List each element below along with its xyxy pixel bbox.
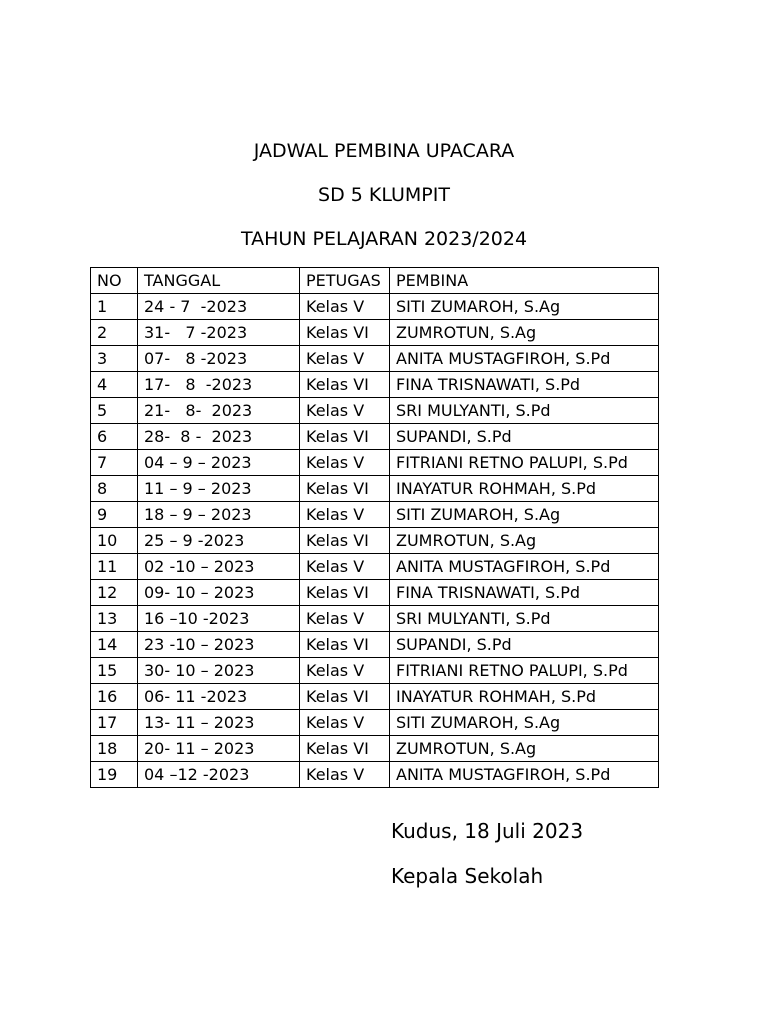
cell-petugas: Kelas V (300, 762, 390, 788)
cell-petugas: Kelas VI (300, 372, 390, 398)
cell-tanggal: 31- 7 -2023 (138, 320, 300, 346)
table-row (91, 684, 659, 710)
cell-tanggal: 16 –10 -2023 (138, 606, 300, 632)
table-row (91, 424, 659, 450)
column-header-tanggal: TANGGAL (138, 268, 300, 294)
cell-pembina: SITI ZUMAROH, S.Ag (390, 502, 659, 528)
table-row (91, 658, 659, 684)
cell-no: 10 (91, 528, 138, 554)
cell-no: 6 (91, 424, 138, 450)
cell-no: 2 (91, 320, 138, 346)
cell-no: 8 (91, 476, 138, 502)
cell-pembina: SITI ZUMAROH, S.Ag (390, 710, 659, 736)
cell-no: 12 (91, 580, 138, 606)
cell-pembina: SRI MULYANTI, S.Pd (390, 606, 659, 632)
cell-petugas: Kelas V (300, 710, 390, 736)
cell-petugas: Kelas VI (300, 424, 390, 450)
column-header-no: NO (91, 268, 138, 294)
cell-pembina: SRI MULYANTI, S.Pd (390, 398, 659, 424)
cell-petugas: Kelas V (300, 502, 390, 528)
cell-no: 13 (91, 606, 138, 632)
cell-tanggal: 24 - 7 -2023 (138, 294, 300, 320)
cell-pembina: ZUMROTUN, S.Ag (390, 528, 659, 554)
cell-tanggal: 17- 8 -2023 (138, 372, 300, 398)
table-row (91, 710, 659, 736)
cell-no: 15 (91, 658, 138, 684)
cell-no: 11 (91, 554, 138, 580)
cell-pembina: FINA TRISNAWATI, S.Pd (390, 580, 659, 606)
cell-pembina: INAYATUR ROHMAH, S.Pd (390, 476, 659, 502)
cell-petugas: Kelas V (300, 606, 390, 632)
cell-pembina: FINA TRISNAWATI, S.Pd (390, 372, 659, 398)
cell-pembina: FITRIANI RETNO PALUPI, S.Pd (390, 450, 659, 476)
cell-petugas: Kelas VI (300, 320, 390, 346)
cell-tanggal: 04 – 9 – 2023 (138, 450, 300, 476)
cell-no: 5 (91, 398, 138, 424)
cell-petugas: Kelas VI (300, 684, 390, 710)
cell-no: 19 (91, 762, 138, 788)
cell-no: 7 (91, 450, 138, 476)
cell-petugas: Kelas V (300, 294, 390, 320)
cell-petugas: Kelas V (300, 398, 390, 424)
cell-tanggal: 21- 8- 2023 (138, 398, 300, 424)
cell-pembina: ZUMROTUN, S.Ag (390, 320, 659, 346)
schedule-table (90, 267, 659, 788)
cell-petugas: Kelas V (300, 346, 390, 372)
cell-petugas: Kelas V (300, 658, 390, 684)
cell-tanggal: 20- 11 – 2023 (138, 736, 300, 762)
cell-petugas: Kelas VI (300, 632, 390, 658)
table-row (91, 398, 659, 424)
cell-petugas: Kelas VI (300, 736, 390, 762)
table-row (91, 736, 659, 762)
cell-pembina: ANITA MUSTAGFIROH, S.Pd (390, 554, 659, 580)
cell-tanggal: 09- 10 – 2023 (138, 580, 300, 606)
document-title: JADWAL PEMBINA UPACARA (253, 140, 515, 162)
cell-tanggal: 30- 10 – 2023 (138, 658, 300, 684)
cell-no: 4 (91, 372, 138, 398)
cell-tanggal: 25 – 9 -2023 (138, 528, 300, 554)
cell-tanggal: 11 – 9 – 2023 (138, 476, 300, 502)
table-row (91, 554, 659, 580)
cell-tanggal: 04 –12 -2023 (138, 762, 300, 788)
cell-pembina: SUPANDI, S.Pd (390, 424, 659, 450)
table-row (91, 476, 659, 502)
table-row (91, 346, 659, 372)
cell-petugas: Kelas VI (300, 528, 390, 554)
signature-place-date: Kudus, 18 Juli 2023 (391, 819, 584, 843)
table-header-row (91, 268, 659, 294)
cell-tanggal: 13- 11 – 2023 (138, 710, 300, 736)
cell-tanggal: 28- 8 - 2023 (138, 424, 300, 450)
cell-petugas: Kelas VI (300, 580, 390, 606)
cell-no: 1 (91, 294, 138, 320)
cell-pembina: ANITA MUSTAGFIROH, S.Pd (390, 346, 659, 372)
cell-tanggal: 23 -10 – 2023 (138, 632, 300, 658)
table-row (91, 528, 659, 554)
table-row (91, 580, 659, 606)
signature-position: Kepala Sekolah (391, 864, 544, 888)
table-row (91, 762, 659, 788)
cell-petugas: Kelas V (300, 554, 390, 580)
cell-pembina: SITI ZUMAROH, S.Ag (390, 294, 659, 320)
table-row (91, 606, 659, 632)
cell-tanggal: 02 -10 – 2023 (138, 554, 300, 580)
cell-pembina: ZUMROTUN, S.Ag (390, 736, 659, 762)
cell-pembina: SUPANDI, S.Pd (390, 632, 659, 658)
cell-no: 9 (91, 502, 138, 528)
table-body (91, 294, 659, 788)
cell-tanggal: 07- 8 -2023 (138, 346, 300, 372)
cell-pembina: ANITA MUSTAGFIROH, S.Pd (390, 762, 659, 788)
cell-tanggal: 18 – 9 – 2023 (138, 502, 300, 528)
cell-pembina: INAYATUR ROHMAH, S.Pd (390, 684, 659, 710)
table-row (91, 450, 659, 476)
cell-pembina: FITRIANI RETNO PALUPI, S.Pd (390, 658, 659, 684)
cell-no: 18 (91, 736, 138, 762)
column-header-pembina: PEMBINA (390, 268, 659, 294)
cell-petugas: Kelas VI (300, 476, 390, 502)
table-row (91, 372, 659, 398)
cell-petugas: Kelas V (300, 450, 390, 476)
school-name: SD 5 KLUMPIT (318, 184, 450, 206)
table-row (91, 320, 659, 346)
cell-no: 16 (91, 684, 138, 710)
table-row (91, 632, 659, 658)
cell-no: 14 (91, 632, 138, 658)
academic-year: TAHUN PELAJARAN 2023/2024 (240, 228, 528, 250)
table-row (91, 294, 659, 320)
column-header-petugas: PETUGAS (300, 268, 390, 294)
table-row (91, 502, 659, 528)
cell-no: 3 (91, 346, 138, 372)
cell-no: 17 (91, 710, 138, 736)
cell-tanggal: 06- 11 -2023 (138, 684, 300, 710)
